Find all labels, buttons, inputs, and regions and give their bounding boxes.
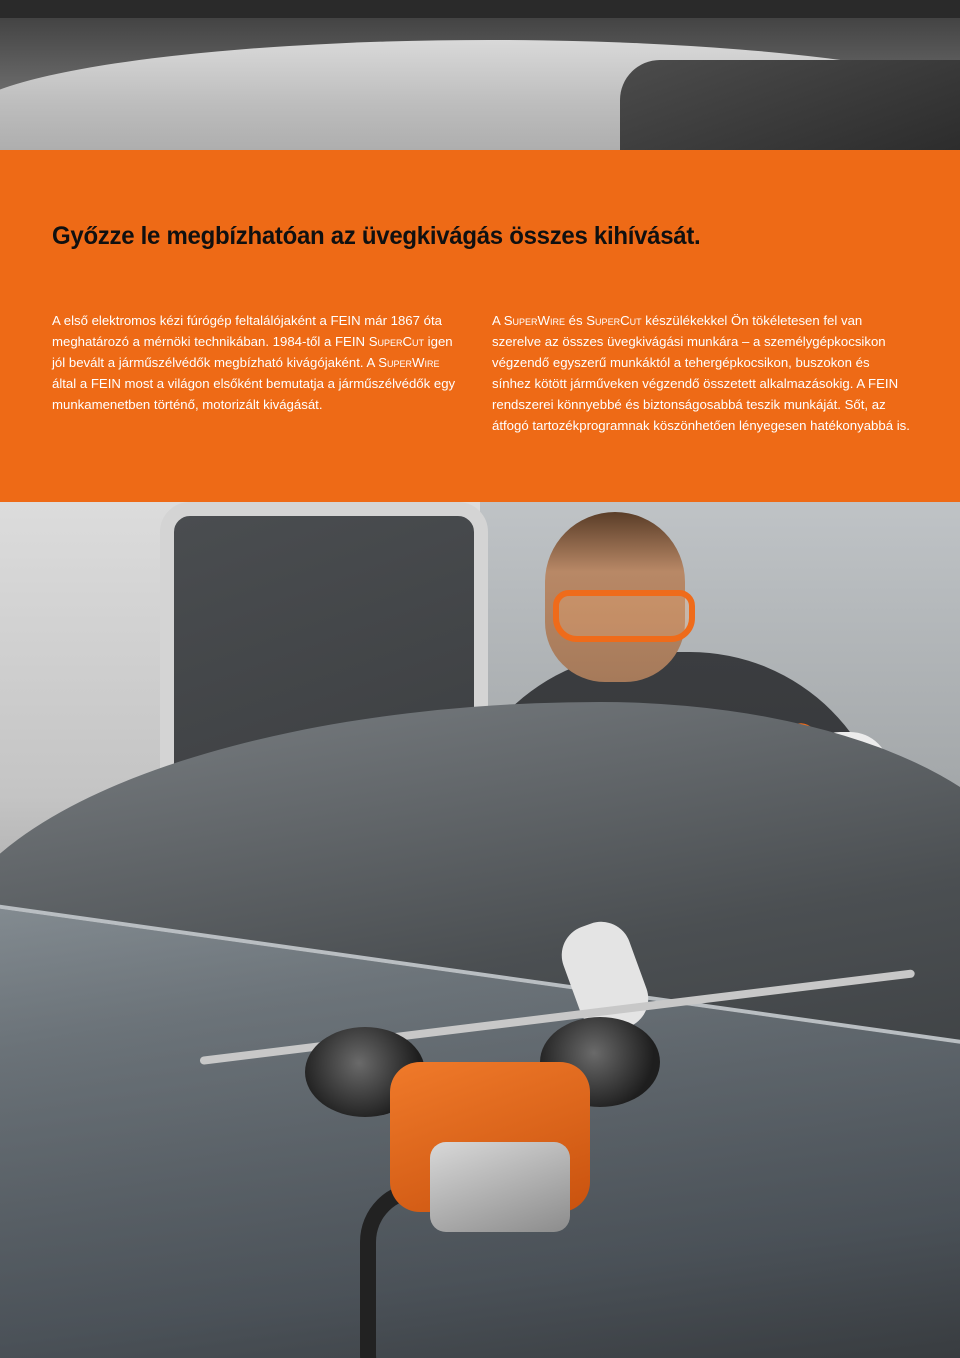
orange-text-band [0,150,960,502]
brand-supercut: SuperCut [586,313,642,328]
brand-supercut: SuperCut [368,334,425,349]
brand-superwire: SuperWire [378,355,440,370]
intro-paragraph-left [52,310,462,415]
right-text-3: készülékekkel Ön tökéletesen fel van szerelve az összes üvegkivágási munkára – a személygépkocsikon végzendő egyszerű munkáktól a tehergépkocsikon, buszokon és sínhez kötött járműveken végzendő összetett alkalmazásokig. A FEIN rendszerei könnyebbé és biztonságosabbá teszik munkáját. Sőt, az átfogó tartozékprogramnak köszönhetően lényegesen hatékonyabbá is. [492,313,910,433]
top-photo-car-roof [0,0,960,150]
left-text-2: igen jól bevált a járműszélvédők megbízható kivágójaként. A [52,334,453,370]
brand-superwire: SuperWire [503,313,565,328]
superwire-cutter-head [430,1142,570,1232]
right-text-1: A [492,313,504,328]
ceiling-beam [0,0,960,18]
left-text-1: A első elektromos kézi fúrógép feltalálójaként a FEIN már 1867 óta meghatározó a mérnöki technikában. 1984-től a FEIN [52,313,442,349]
main-photo-windshield-cutting [0,502,960,1358]
left-text-3: által a FEIN most a világon elsőként bemutatja a járműszélvédők egy munkamenetben történő, motorizált kivágását. [52,376,456,412]
intro-paragraph-right [492,310,912,436]
safety-goggles [553,590,695,642]
right-text-2: és [565,313,587,328]
car-window [620,60,960,150]
page-headline: Győzze le megbízhatóan az üvegkivágás összes kihívását. [52,222,701,250]
